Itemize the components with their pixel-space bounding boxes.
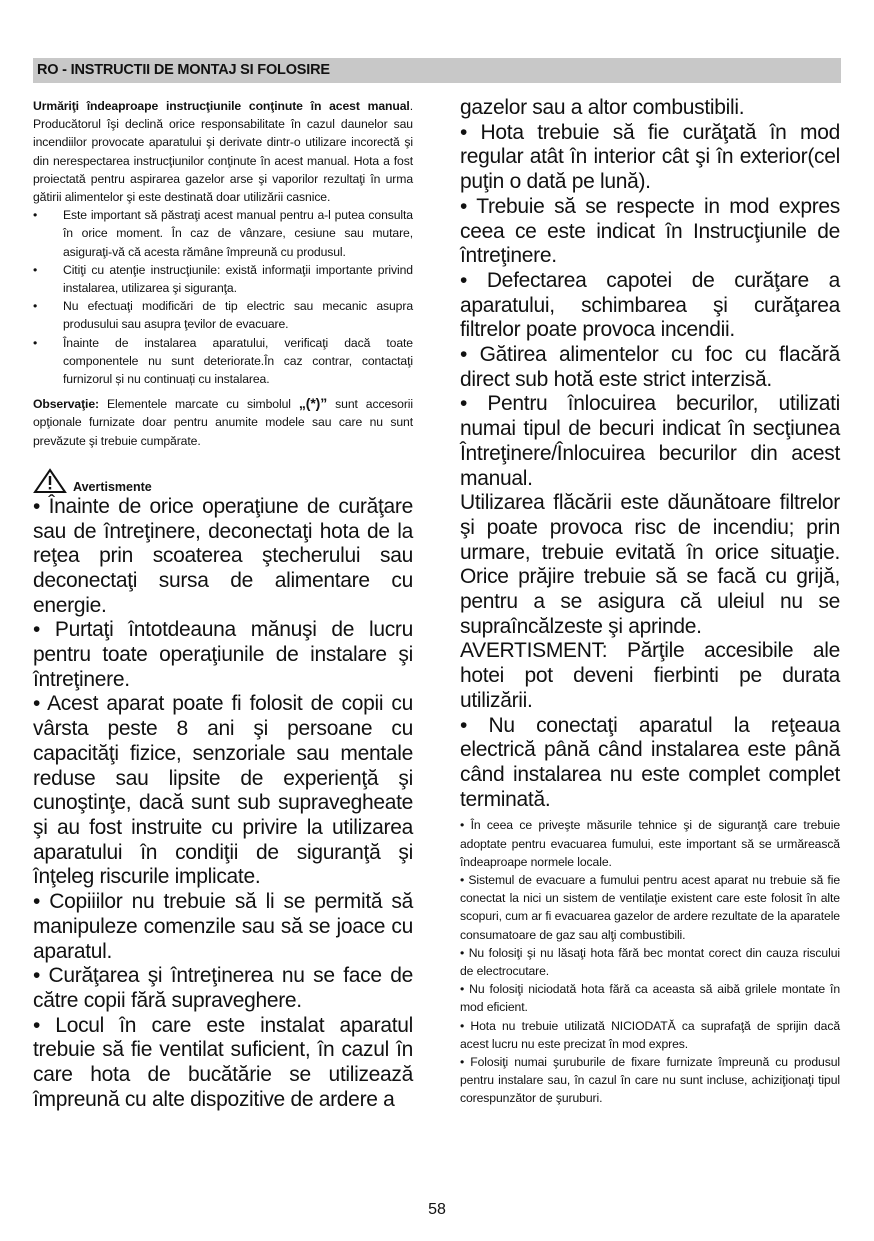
warnings-heading bbox=[33, 466, 413, 494]
warning-paragraph: • Curăţarea şi întreţinerea nu se face de către copii fără supraveghere. bbox=[33, 964, 413, 1012]
warning-paragraph: • Gătirea alimentelor cu foc cu flacără direct sub hotă este strict interzisă. bbox=[460, 343, 840, 391]
warnings-list bbox=[33, 495, 413, 1113]
list-item: • Citiţi cu atenţie instrucţiunile: există informaţii importante privind instalarea, utilizarea şi siguranţa. bbox=[33, 262, 413, 296]
intro-paragraph bbox=[33, 97, 413, 206]
warning-paragraph: • Hota trebuie să fie curăţată în mod regular atât în interior cât şi în exterior(cel puţin o dată pe lună). bbox=[460, 120, 840, 194]
warning-paragraph: • Copiiilor nu trebuie să li se permită să manipuleze comenzile sau să se joace cu aparatul. bbox=[33, 890, 413, 963]
bullet-icon: • bbox=[33, 299, 38, 314]
safety-note: • Nu folosiţi niciodată hota fără ca aceasta să aibă grilele montate în mod eficient. bbox=[460, 982, 840, 1015]
section-title: RO - INSTRUCTII DE MONTAJ SI FOLOSIRE bbox=[37, 62, 330, 78]
safety-note: • În ceea ce priveşte măsurile tehnice şi de siguranţă care trebuie adoptate pentru evacuarea fumului, este important să se urmărească îndeaproape normele locale. bbox=[460, 818, 840, 869]
warning-paragraph: • Purtaţi întotdeauna mănuşi de lucru pentru toate operaţiunile de instalare şi întreţinere. bbox=[33, 618, 413, 691]
info-bullet-list bbox=[33, 206, 413, 388]
warning-paragraph: • Defectarea capotei de curăţare a aparatului, schimbarea şi curăţarea filtrelor poate provoca incendii. bbox=[460, 268, 840, 342]
safety-notes bbox=[460, 816, 840, 1107]
warning-paragraph: gazelor sau a altor combustibili. bbox=[460, 96, 745, 119]
warning-triangle-icon bbox=[33, 468, 67, 494]
safety-note: • Folosiţi numai şuruburile de fixare furnizate împreună cu produsul pentru instalare sau, în cazul în care nu sunt incluse, achiziţionaţi tipul corespunzător de şuruburi. bbox=[460, 1055, 840, 1106]
bullet-icon: • bbox=[33, 262, 38, 277]
warning-paragraph: • Nu conectaţi aparatul la reţeaua electrică până când instalarea este până când instalarea nu este complet complet terminată. bbox=[460, 713, 840, 811]
safety-note: • Hota nu trebuie utilizată NICIODATĂ ca suprafaţă de sprijin dacă acest lucru nu este precizat în mod expres. bbox=[460, 1018, 840, 1051]
warning-paragraph: • Locul în care este instalat aparatul trebuie să fie ventilat suficient, în cazul în care hota de bucătărie se utilizează împreună cu alte dispozitive de ardere a bbox=[33, 1013, 413, 1111]
bullet-icon: • bbox=[33, 335, 38, 350]
bullet-icon: • bbox=[33, 208, 38, 223]
warning-paragraph: • Acest aparat poate fi folosit de copii cu vârsta peste 8 ani şi persoane cu capacităţi fizice, senzoriale sau mentale reduse sau lipsite de experienţă şi cunoştinţe, dacă sunt sub supravegheate şi au fost instruite cu privire la utilizarea aparatului în condiţii de siguranţă şi înţeleg riscurile implicate. bbox=[33, 692, 413, 889]
optional-symbol: „(*)” bbox=[298, 395, 328, 412]
warning-paragraph: Utilizarea flăcării este dăunătoare filtrelor şi poate provoca risc de incendiu; prin urmare, trebuie evitată în orice situaţie. Orice prăjire trebuie să se facă cu grijă, pentru a se asigura că uleiul nu se supraîncălzeste şi aprinde. bbox=[460, 491, 840, 638]
list-item: • Nu efectuaţi modificări de tip electric sau mecanic asupra produsului sau asupra ţevilor de evacuare. bbox=[33, 299, 413, 332]
warning-paragraph: • Înainte de orice operaţiune de curăţare sau de întreţinere, deconectaţi hota de la reţea prin scoaterea ştecherului sau deconectaţi sursa de alimentare cu energie. bbox=[33, 494, 413, 617]
left-column bbox=[33, 97, 413, 1112]
list-item: • Este important să păstraţi acest manual pentru a-l putea consulta în orice moment. În caz de vânzare, cesiune sau mutare, asiguraţi-vă că acesta rămâne împreună cu produsul. bbox=[33, 208, 413, 259]
warning-paragraph: AVERTISMENT: Părţile accesibile ale hotei pot deveni fierbinti pe durata utilizării. bbox=[460, 639, 840, 712]
intro-bold: Urmăriţi îndeaproape instrucţiunile conţinute în acest manual bbox=[33, 99, 410, 113]
observation-label: Observaţie: bbox=[33, 397, 99, 412]
right-column bbox=[460, 96, 840, 1108]
intro-text: . Producătorul îşi declină orice responsabilitate în cazul daunelor sau incendiilor provocate aparatului şi derivate dintr-o utilizare incorectă şi din nerespectarea instrucţiunilor conţinute în acest manual. Hota a fost proiectată pentru aspirarea gazelor arse şi vaporilor rezultaţi în urma gătirii alimentelor şi este destinată doar utilizării casnice. bbox=[33, 99, 413, 205]
warning-paragraph: • Trebuie să se respecte in mod expres ceea ce este indicat în Instrucţiunile de întreţinere. bbox=[460, 194, 840, 268]
warning-paragraph: • Pentru înlocuirea becurilor, utilizati numai tipul de becuri indicat în secţiunea Întreţinere/Înlocuirea becurilor din acest manual. bbox=[460, 392, 840, 490]
page-number: 58 bbox=[428, 1201, 446, 1218]
warnings-title: Avertismente bbox=[73, 479, 152, 494]
safety-note: • Sistemul de evacuare a fumului pentru acest aparat nu trebuie să fie conectat la nici un sistem de ventilaţie existent care este folosit în alte scopuri, cum ar fi evacuarea gazelor de ardere rezultate de la aparatele consumatoare de gaz sau alţi combustibili. bbox=[460, 873, 840, 942]
list-item: • Înainte de instalarea aparatului, verificaţi dacă toate componentele nu sunt deteriorate.În caz contrar, contactaţi furnizorul și nu continuați cu instalarea. bbox=[33, 335, 413, 387]
section-header bbox=[33, 58, 841, 83]
safety-note: • Nu folosiţi şi nu lăsaţi hota fără bec montat corect din cauza riscului de electrocutare. bbox=[460, 945, 840, 979]
observation-note: Observaţie: Elementele marcate cu simbolul „(*)” sunt accesorii opţionale furnizate doar pentru anumite modele sau care nu sunt prevăzute şi trebuie cumpărate. bbox=[33, 395, 413, 448]
